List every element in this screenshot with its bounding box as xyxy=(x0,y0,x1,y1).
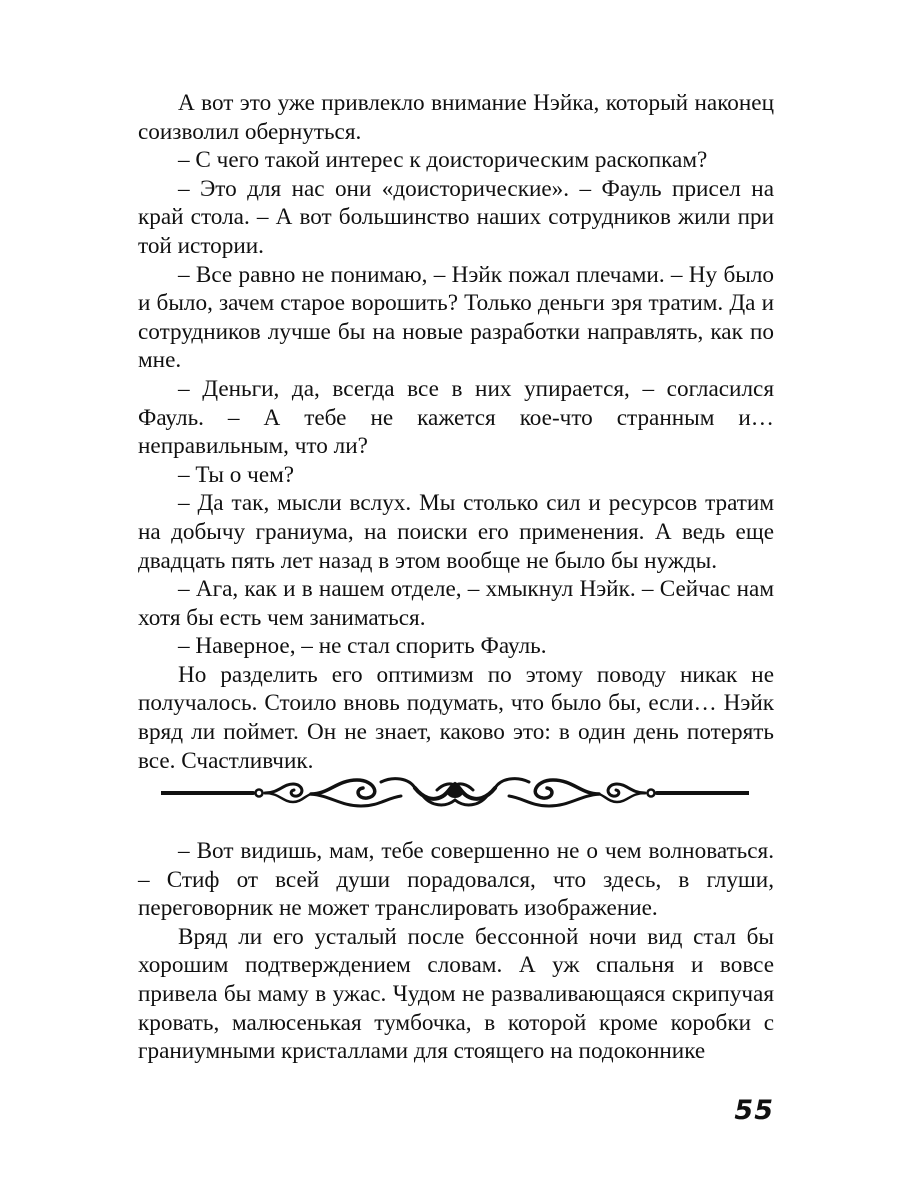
section-divider-ornament xyxy=(161,770,749,814)
section-1-text xyxy=(138,89,774,775)
paragraph: – Вот видишь, мам, тебе совершенно не о чем волноваться. – Стиф от всей души порадовался, что здесь, в глуши, переговорник не может транслировать изображение. xyxy=(138,838,774,922)
paragraph: Но разделить его оптимизм по этому поводу никак не получалось. Стоило вновь подумать, что было бы, если… Нэйк вряд ли поймет. Он не знает, каково это: в один день потерять все. Счастливчик. xyxy=(138,661,774,774)
section-2-text xyxy=(138,837,774,1066)
page-number: 55 xyxy=(734,1095,774,1126)
paragraph: А вот это уже привлекло внимание Нэйка, который наконец соизволил обернуться. xyxy=(138,90,774,145)
paragraph: – Все равно не понимаю, – Нэйк пожал плечами. – Ну было и было, зачем старое ворошить? Только деньги зря тратим. Да и сотрудников лучше бы на новые разработки направлять, как по мне. xyxy=(138,261,774,374)
paragraph: – Это для нас они «доисторические». – Фауль присел на край стола. – А вот большинство наших сотрудников жили при той истории. xyxy=(138,175,774,259)
paragraph: – Да так, мысли вслух. Мы столько сил и ресурсов тратим на добычу граниума, на поиски его применения. А ведь еще двадцать пять лет назад в этом вообще не было бы нужды. xyxy=(138,490,774,574)
paragraph: – Наверное, – не стал спорить Фауль. xyxy=(178,633,547,660)
paragraph: – Ага, как и в нашем отделе, – хмыкнул Нэйк. – Сейчас нам хотя бы есть чем заниматься. xyxy=(138,576,774,631)
paragraph: – С чего такой интерес к доисторическим раскопкам? xyxy=(178,147,708,174)
paragraph: – Деньги, да, всегда все в них упирается, – согласился Фауль. – А тебе не кажется кое-что странным и… неправильным, что ли? xyxy=(138,375,774,460)
paragraph: – Ты о чем? xyxy=(178,461,295,488)
paragraph: Вряд ли его усталый после бессонной ночи вид стал бы хорошим подтверждением словам. А уж спальня и вовсе привела бы маму в ужас. Чудом не разваливающаяся скрипучая кровать, малюсенькая тумбочка, в которой кроме коробки с граниумными кристаллами для стоящего на подоконнике xyxy=(138,923,774,1065)
